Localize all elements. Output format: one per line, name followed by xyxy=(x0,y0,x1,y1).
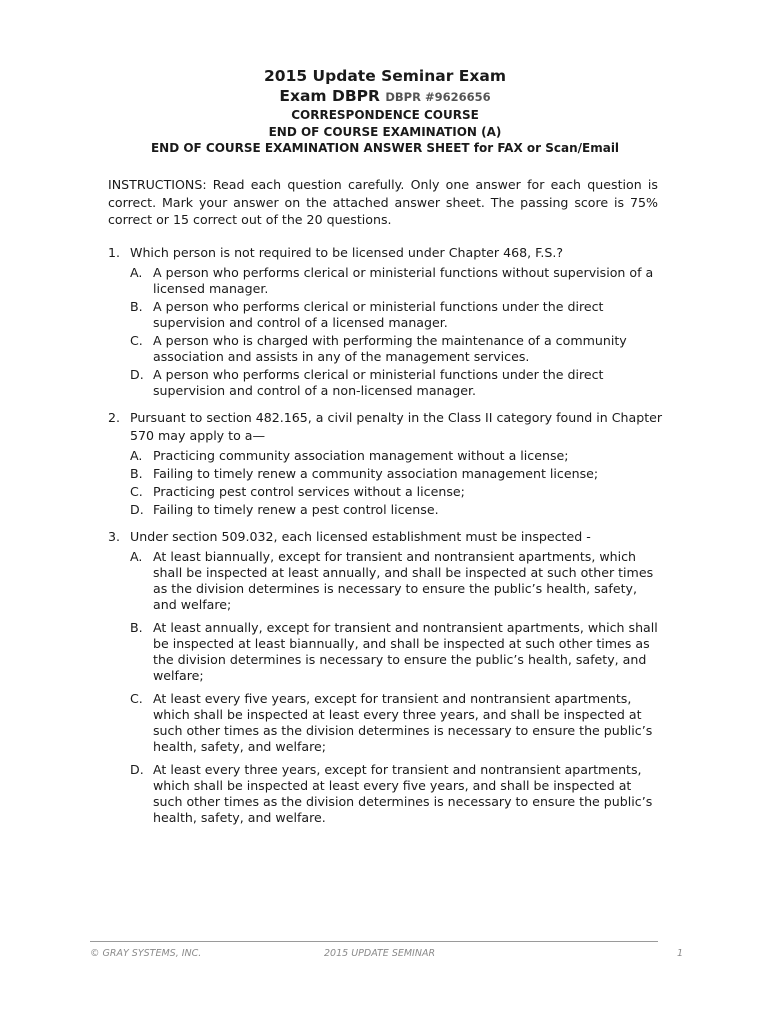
exam-label: Exam DBPR xyxy=(279,87,380,105)
option-letter: A. xyxy=(130,265,143,280)
answer-option xyxy=(130,448,663,464)
question-list xyxy=(108,244,663,836)
option-text: Practicing community association management without a license; xyxy=(153,448,569,463)
option-letter: A. xyxy=(130,448,143,463)
answer-option xyxy=(130,502,663,518)
option-text: A person who performs clerical or ministerial functions under the direct supervision and control of a non-licensed manager. xyxy=(153,367,604,398)
answer-option xyxy=(130,333,663,365)
answer-option xyxy=(130,299,663,331)
question-2 xyxy=(108,409,663,518)
option-letter: D. xyxy=(130,367,144,382)
option-letter: A. xyxy=(130,549,143,564)
exam-title: 2015 Update Seminar Exam xyxy=(264,67,506,85)
option-text: Practicing pest control services without a license; xyxy=(153,484,465,499)
answer-option xyxy=(130,367,663,399)
question-number: 1. xyxy=(108,245,121,260)
question-3 xyxy=(108,528,663,826)
question-1 xyxy=(108,244,663,399)
answer-options xyxy=(130,448,663,518)
question-number: 3. xyxy=(108,529,121,544)
answer-option xyxy=(130,466,663,482)
answer-sheet-note: END OF COURSE EXAMINATION ANSWER SHEET for FAX or Scan/Email xyxy=(150,141,620,155)
answer-options xyxy=(130,549,663,826)
exam-name: END OF COURSE EXAMINATION (A) xyxy=(268,124,502,139)
answer-option xyxy=(130,691,663,755)
option-text: At least every five years, except for transient and nontransient apartments, which shall be inspected at least every three years, and shall be inspected at such other times as the division determines is necessary to ensure the public’s health, safety, and welfare; xyxy=(153,691,653,754)
option-letter: C. xyxy=(130,333,143,348)
instructions: INSTRUCTIONS: Read each question carefully. Only one answer for each question is correct. Mark your answer on the attached answer sheet. The passing score is 75% correct or 15 correct out of the 20 questions. xyxy=(108,177,658,227)
option-text: At least annually, except for transient and nontransient apartments, which shall be inspected at least biannually, and shall be inspected at such other times as the division determines is necessary to ensure the public’s health, safety, and welfare; xyxy=(153,620,658,683)
option-text: A person who performs clerical or ministerial functions under the direct supervision and control of a licensed manager. xyxy=(153,299,604,330)
option-letter: B. xyxy=(130,466,143,481)
exam-label-line xyxy=(0,86,770,107)
answer-option xyxy=(130,484,663,500)
question-text: Under section 509.032, each licensed establishment must be inspected - xyxy=(130,529,591,544)
answer-option xyxy=(130,762,663,826)
exam-code: DBPR #9626656 xyxy=(385,90,491,104)
option-text: A person who performs clerical or ministerial functions without supervision of a licensed manager. xyxy=(153,265,654,296)
option-letter: C. xyxy=(130,691,143,706)
question-number: 2. xyxy=(108,410,121,425)
question-text: Which person is not required to be licensed under Chapter 468, F.S.? xyxy=(130,245,564,260)
footer-divider xyxy=(90,941,658,942)
exam-header xyxy=(0,66,770,157)
option-letter: B. xyxy=(130,299,143,314)
option-text: Failing to timely renew a community association management license; xyxy=(153,466,599,481)
answer-options xyxy=(130,265,663,399)
option-letter: C. xyxy=(130,484,143,499)
answer-option xyxy=(130,549,663,613)
option-text: At least every three years, except for transient and nontransient apartments, which shall be inspected at least every five years, and shall be inspected at such other times as the division determines is necessary to ensure the public’s health, safety, and welfare. xyxy=(153,762,653,825)
option-text: A person who is charged with performing the maintenance of a community association and assists in any of the management services. xyxy=(153,333,627,364)
option-letter: B. xyxy=(130,620,143,635)
option-letter: D. xyxy=(130,502,144,517)
option-text: At least biannually, except for transient and nontransient apartments, which shall be inspected at least annually, and shall be inspected at such other times as the division determines is necessary to ensure the public’s health, safety, and welfare; xyxy=(153,549,654,612)
question-text: Pursuant to section 482.165, a civil penalty in the Class II category found in Chapter 570 may apply to a— xyxy=(130,410,663,443)
answer-option xyxy=(130,620,663,684)
option-letter: D. xyxy=(130,762,144,777)
footer-seminar-name: 2015 UPDATE SEMINAR xyxy=(324,948,436,959)
page-number: 1 xyxy=(677,948,684,959)
answer-option xyxy=(130,265,663,297)
footer-copyright: © GRAY SYSTEMS, INC. xyxy=(90,948,202,959)
option-text: Failing to timely renew a pest control license. xyxy=(153,502,439,517)
course-type: CORRESPONDENCE COURSE xyxy=(291,108,479,122)
